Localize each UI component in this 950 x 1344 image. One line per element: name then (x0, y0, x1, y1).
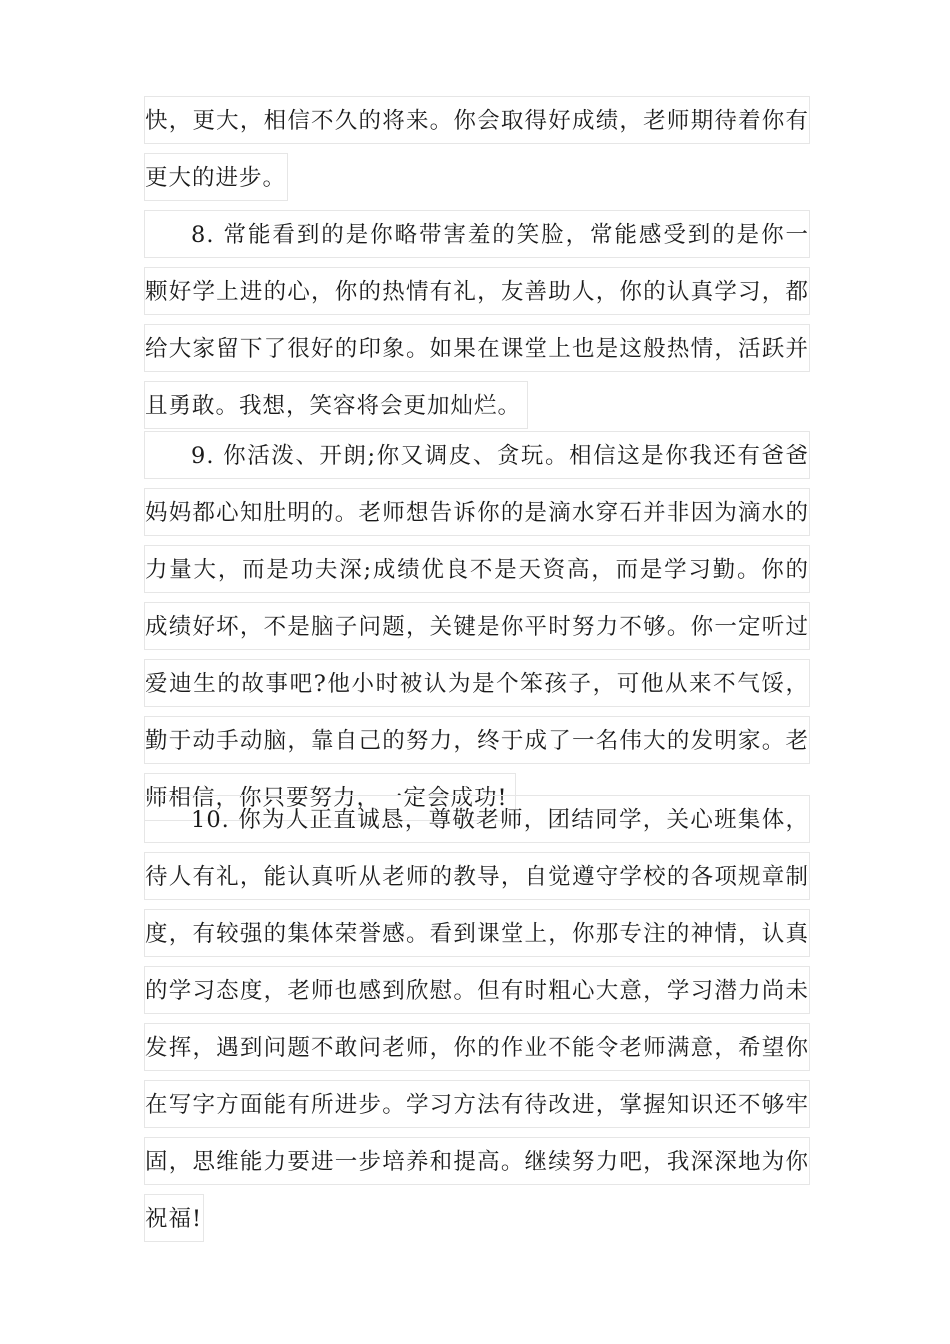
text-line: 更大的进步。 (144, 153, 288, 201)
paragraph-10 (144, 795, 810, 1251)
text-line: 成绩好坏，不是脑子问题，关键是你平时努力不够。你一定听过 (144, 602, 810, 650)
text-line: 固，思维能力要进一步培养和提高。继续努力吧，我深深地为你 (144, 1137, 810, 1185)
text-line: 力量大，而是功夫深;成绩优良不是天资高，而是学习勤。你的 (144, 545, 810, 593)
text-line: 8. 常能看到的是你略带害羞的笑脸，常能感受到的是你一 (144, 210, 810, 258)
text-line: 给大家留下了很好的印象。如果在课堂上也是这般热情，活跃并 (144, 324, 810, 372)
text-line: 且勇敢。我想，笑容将会更加灿烂。 (144, 381, 528, 429)
text-line: 度，有较强的集体荣誉感。看到课堂上，你那专注的神情，认真 (144, 909, 810, 957)
paragraph-9 (144, 431, 810, 830)
text-line: 9. 你活泼、开朗;你又调皮、贪玩。相信这是你我还有爸爸 (144, 431, 810, 479)
text-line: 在写字方面能有所进步。学习方法有待改进，掌握知识还不够牢 (144, 1080, 810, 1128)
text-line: 师相信，你只要努力，一定会成功! (144, 773, 516, 821)
text-line: 颗好学上进的心，你的热情有礼，友善助人，你的认真学习，都 (144, 267, 810, 315)
text-line: 妈妈都心知肚明的。老师想告诉你的是滴水穿石并非因为滴水的 (144, 488, 810, 536)
text-line: 爱迪生的故事吧?他小时被认为是个笨孩子，可他从来不气馁， (144, 659, 810, 707)
paragraph-8 (144, 210, 810, 438)
text-line: 10. 你为人正直诚恳，尊敬老师，团结同学，关心班集体， (144, 795, 810, 843)
text-line: 祝福! (144, 1194, 204, 1242)
text-line: 发挥，遇到问题不敢问老师，你的作业不能令老师满意，希望你 (144, 1023, 810, 1071)
text-line: 的学习态度，老师也感到欣慰。但有时粗心大意，学习潜力尚未 (144, 966, 810, 1014)
paragraph-7-continued (144, 96, 810, 210)
text-line: 待人有礼，能认真听从老师的教导，自觉遵守学校的各项规章制 (144, 852, 810, 900)
text-line: 快，更大，相信不久的将来。你会取得好成绩，老师期待着你有 (144, 96, 810, 144)
text-line: 勤于动手动脑，靠自己的努力，终于成了一名伟大的发明家。老 (144, 716, 810, 764)
